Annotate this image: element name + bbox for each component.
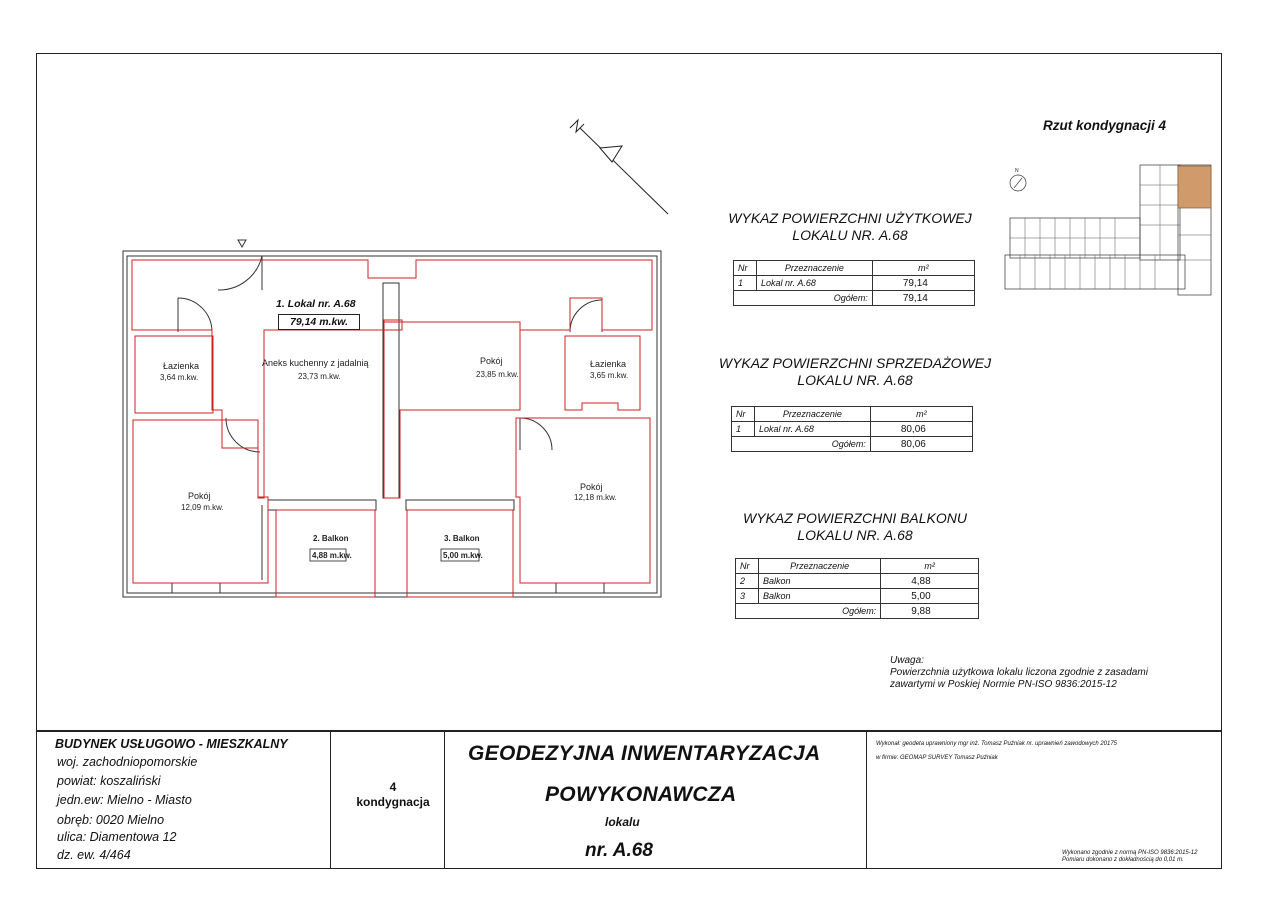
- room-pokoj3-name: Pokój: [580, 482, 603, 492]
- main-title-line1: GEODEZYJNA INWENTARYZACJA: [468, 742, 821, 765]
- lokal-title: 1. Lokal nr. A.68: [276, 298, 356, 310]
- norma-line2: Pomiaru dokonano z dokładnością do 0,01 m.: [1062, 857, 1184, 863]
- room-lazienka1-area: 3,64 m.kw.: [160, 373, 199, 382]
- norma-line1: Wykonano zgodnie z normą PN-ISO 9836:2015-12: [1062, 850, 1198, 856]
- title-block-divider: [444, 730, 445, 869]
- highlighted-unit: [1178, 166, 1211, 208]
- ulica-label: ulica: Diamentowa 12: [57, 830, 177, 844]
- dz-label: dz. ew. 4/464: [57, 848, 131, 862]
- uzytkowa-title: WYKAZ POWIERZCHNI UŻYTKOWEJ LOKALU NR. A.68: [728, 210, 972, 243]
- lokal-nr-label: nr. A.68: [585, 840, 653, 861]
- room-pokoj2-name: Pokój: [188, 491, 211, 501]
- balkon-table: Nr Przeznaczenie m² 2 Balkon 4,88 3 Balkon 5,00 Ogółem: 9,88: [735, 558, 979, 619]
- room-lazienka1-name: Łazienka: [163, 361, 200, 371]
- title-block-divider: [866, 730, 867, 869]
- title-block-top-line: [36, 730, 1222, 732]
- wykonal-label: Wykonał: geodeta uprawniony mgr inż. Tomasz Puźniak nr. uprawnień zawodowych 20175: [876, 741, 1118, 747]
- firma-label: w firmie: GEOMAP SURVEY Tomasz Puźniak: [876, 755, 998, 761]
- mini-north-label: N: [1015, 168, 1019, 174]
- room-balkon3-name: 3. Balkon: [444, 534, 480, 543]
- room-balkon3-area: 5,00 m.kw.: [443, 551, 483, 560]
- room-balkon2-area: 4,88 m.kw.: [312, 551, 352, 560]
- jedn-label: jedn.ew: Mielno - Miasto: [57, 793, 192, 807]
- sprzedazowa-table: Nr Przeznaczenie m² 1 Lokal nr. A.68 80,06 Ogółem: 80,06: [731, 406, 973, 452]
- room-pokoj3-area: 12,18 m.kw.: [574, 493, 617, 502]
- uzytkowa-table: Nr Przeznaczenie m² 1 Lokal nr. A.68 79,14 Ogółem: 79,14: [733, 260, 975, 306]
- room-pokoj2-area: 12,09 m.kw.: [181, 503, 224, 512]
- powiat-label: powiat: koszaliński: [57, 774, 161, 788]
- woj-label: woj. zachodniopomorskie: [57, 755, 198, 769]
- kondygnacja-label: 4 kondygnacja: [356, 780, 430, 809]
- title-block-divider: [330, 730, 331, 869]
- lokalu-label: lokalu: [605, 815, 640, 829]
- uwaga-note: Uwaga: Powierzchnia użytkowa lokalu liczona zgodnie z zasadami zawartymi w Poskiej Normie PN-ISO 9836:2015-12: [890, 655, 1148, 690]
- room-pokoj1-name: Pokój: [480, 356, 503, 366]
- budynek-label: BUDYNEK USŁUGOWO - MIESZKALNY: [55, 737, 288, 751]
- room-pokoj1-area: 23,85 m.kw.: [476, 370, 519, 379]
- room-aneks-name: Aneks kuchenny z jadalnią: [262, 358, 369, 368]
- room-lazienka2-name: Łazienka: [590, 359, 627, 369]
- room-aneks-area: 23,73 m.kw.: [298, 372, 341, 381]
- main-title-line2: POWYKONAWCZA: [545, 783, 737, 806]
- lokal-area-box: 79,14 m.kw.: [278, 314, 360, 330]
- obreb-label: obręb: 0020 Mielno: [57, 813, 165, 827]
- sprzedazowa-title: WYKAZ POWIERZCHNI SPRZEDAŻOWEJ LOKALU NR. A.68: [718, 355, 992, 388]
- north-arrow-icon: [570, 120, 668, 214]
- room-lazienka2-area: 3,65 m.kw.: [590, 371, 629, 380]
- room-balkon2-name: 2. Balkon: [313, 534, 349, 543]
- balkon-title: WYKAZ POWIERZCHNI BALKONU LOKALU NR. A.68: [742, 510, 968, 543]
- rzut-title: Rzut kondygnacji 4: [1043, 118, 1167, 133]
